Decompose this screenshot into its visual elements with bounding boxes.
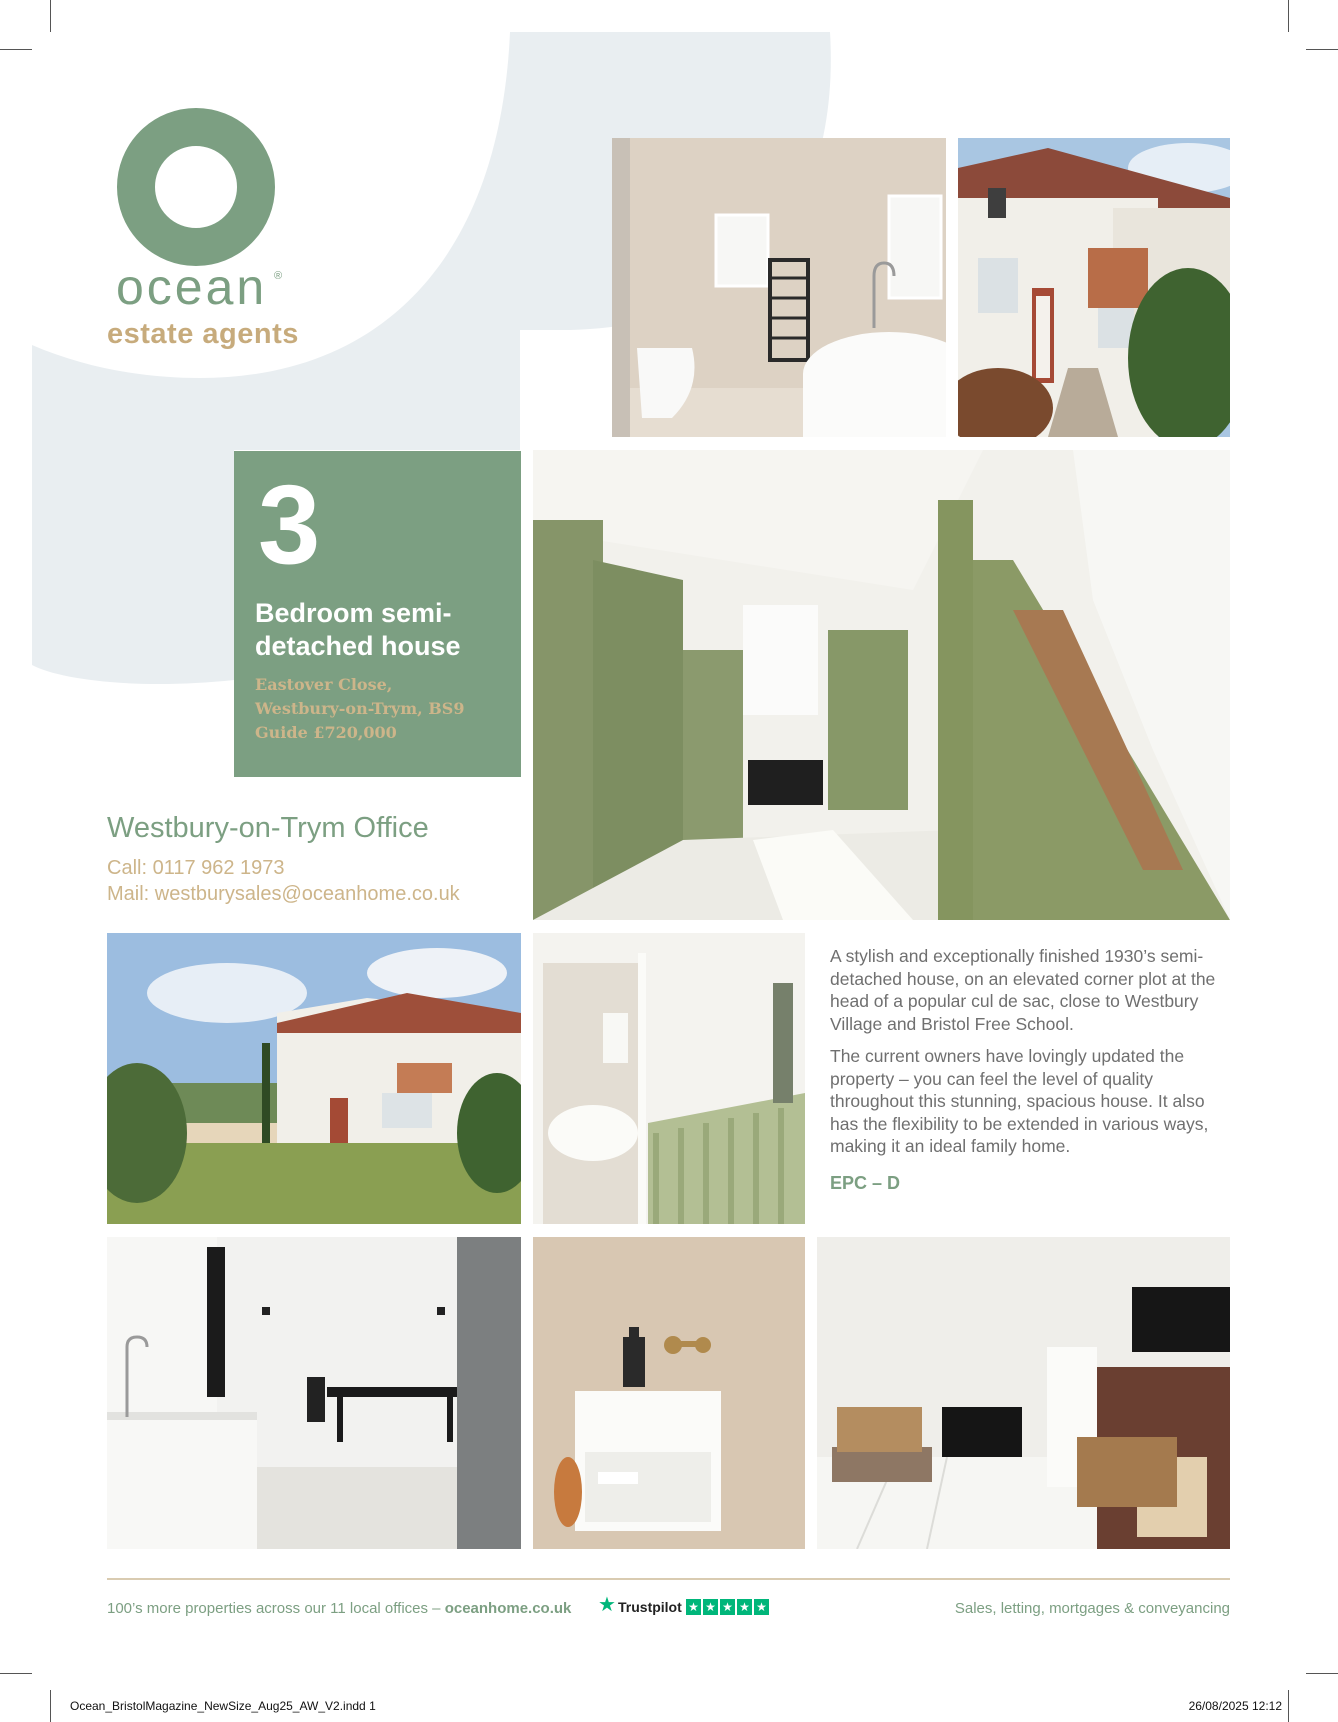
address-line-1: Eastover Close, (255, 675, 393, 694)
trustpilot-label: Trustpilot (618, 1599, 682, 1615)
rating-star-icon: ★ (720, 1599, 735, 1615)
guide-price: Guide £720,000 (255, 723, 397, 742)
epc-rating: EPC – D (830, 1173, 901, 1193)
footer-offices-text (107, 1600, 571, 1617)
photo-living-room[interactable] (817, 1237, 1230, 1549)
photo-cloakroom[interactable] (533, 1237, 805, 1549)
footer-offices-label: 100’s more properties across our 11 local offices – (107, 1600, 445, 1617)
photo-landing[interactable] (533, 933, 805, 1224)
footer-website-link[interactable]: oceanhome.co.uk (444, 1600, 572, 1617)
office-title: Westbury-on-Trym Office (107, 812, 429, 844)
logo-wordmark: ocean (116, 259, 268, 315)
bedroom-count: 3 (258, 462, 321, 587)
photo-house-garden[interactable] (107, 933, 521, 1224)
logo-ring-icon (117, 108, 275, 266)
crop-mark (1306, 1673, 1338, 1674)
description-paragraph-1: A stylish and exceptionally finished 1930’s semi-detached house, on an elevated corner plot at the head of a popular cul de sac, close to Westbury Village and Bristol Free School. (830, 946, 1216, 1034)
crop-mark (50, 1690, 51, 1722)
logo-tagline: estate agents (107, 318, 299, 350)
address-line-2: Westbury-on-Trym, BS9 (255, 699, 465, 718)
crop-mark (1288, 1690, 1289, 1722)
property-type: Bedroom semi-detached house (255, 598, 461, 661)
rating-star-icon: ★ (686, 1599, 701, 1615)
trustpilot-star-icon: ★ (598, 1594, 616, 1616)
photo-hallway-stairs[interactable] (533, 450, 1230, 920)
rating-star-icon: ★ (737, 1599, 752, 1615)
rating-star-icon: ★ (703, 1599, 718, 1615)
slug-date: 26/08/2025 12:12 (1188, 1699, 1282, 1713)
registered-mark: ® (274, 270, 283, 282)
trustpilot-rating (686, 1599, 769, 1615)
headline-box (234, 451, 521, 777)
description-paragraph-2: The current owners have lovingly updated the property – you can feel the level of quality throughout this stunning, spacious house. It also has the flexibility to be extended in various ways, making it an ideal family home. (830, 1046, 1209, 1156)
photo-house-front[interactable] (958, 138, 1230, 437)
office-email[interactable]: Mail: westburysales@oceanhome.co.uk (107, 883, 460, 905)
footer-services-text: Sales, letting, mortgages & conveyancing (954, 1600, 1230, 1617)
slug-filename: Ocean_BristolMagazine_NewSize_Aug25_AW_V2.indd 1 (70, 1699, 376, 1713)
office-phone[interactable]: Call: 0117 962 1973 (107, 857, 285, 879)
crop-mark (0, 1673, 32, 1674)
photo-bathroom[interactable] (612, 138, 946, 437)
footer-divider (107, 1578, 1230, 1580)
photo-kitchen-dining[interactable] (107, 1237, 521, 1549)
rating-star-icon: ★ (754, 1599, 769, 1615)
